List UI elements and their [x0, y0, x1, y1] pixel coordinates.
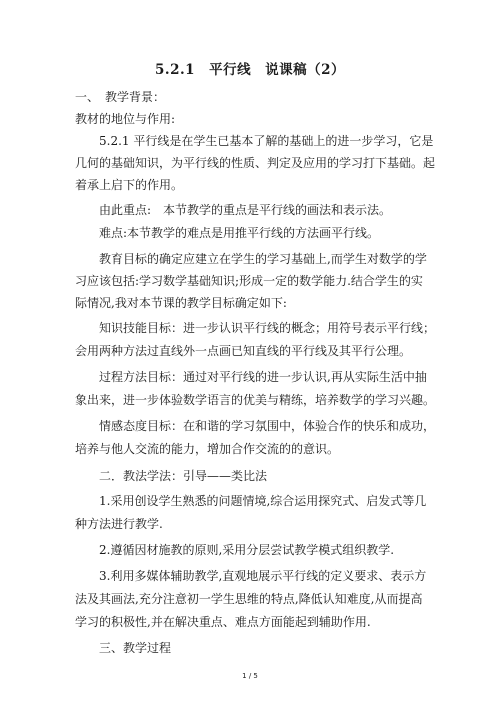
paragraph-line: 象出来，进一步体验数学语言的优美与精练，培养数学的学习兴趣。 — [75, 393, 436, 407]
paragraph-line: 种方法进行教学. — [75, 517, 163, 531]
paragraph-line: 际情况,我对本节课的教学目标确定如下: — [75, 296, 287, 310]
paragraph-line: 5.2.1 平行线是在学生已基本了解的基础上的进一步学习，它是 — [75, 134, 434, 148]
paragraph-line: 培养与他人交流的能力，增加合作交流的的意识。 — [75, 442, 340, 456]
paragraph-line: 1.采用创设学生熟悉的问题情境,综合运用探究式、启发式等几 — [75, 494, 427, 508]
paragraph-line: 2.遵循因材施教的原则,采用分层尝试教学模式组织教学. — [75, 543, 395, 557]
paragraph-line: 情感态度目标：在和谐的学习氛围中，体验合作的快乐和成功， — [75, 419, 436, 433]
document-title: 5.2.1 平行线 说课稿（2） — [155, 62, 345, 78]
paragraph-line: 教材的地位与作用: — [75, 112, 176, 126]
paragraph-line: 3.利用多媒体辅助教学,直观地展示平行线的定义要求、表示方 — [75, 569, 427, 583]
paragraph-line: 由此重点: 本节教学的重点是平行线的画法和表示法。 — [75, 203, 392, 217]
paragraph-line: 过程方法目标：通过对平行线的进一步认识,再从实际生活中抽 — [75, 370, 427, 384]
paragraph-line: 知识技能目标：进一步认识平行线的概念；用符号表示平行线； — [75, 321, 436, 335]
section-heading-background: 一、 教学背景： — [75, 90, 166, 104]
paragraph-line: 教育目标的确定应建立在学生的学习基础上,而学生对数学的学 — [75, 252, 427, 266]
paragraph-line: 习应该包括:学习数学基础知识;形成一定的数学能力.结合学生的实 — [75, 274, 423, 288]
section-heading-methods: 二．教法学法：引导——类比法 — [75, 469, 268, 483]
section-heading-process: 三、教学过程 — [75, 641, 172, 655]
paragraph-line: 着承上启下的作用。 — [75, 178, 184, 192]
paragraph-line: 学习的积极性,并在解决重点、难点方面能起到辅助作用. — [75, 615, 371, 629]
paragraph-line: 法及其画法,充分注意初一学生思维的特点,降低认知难度,从而提高 — [75, 592, 423, 606]
paragraph-line: 会用两种方法过直线外一点画已知直线的平行线及其平行公理。 — [75, 344, 412, 358]
paragraph-line: 几何的基础知识，为平行线的性质、判定及应用的学习打下基础。起 — [75, 156, 436, 170]
paragraph-line: 难点:本节教学的难点是用推平行线的方法画平行线。 — [75, 226, 380, 240]
page-number: 1 / 5 — [242, 672, 258, 680]
